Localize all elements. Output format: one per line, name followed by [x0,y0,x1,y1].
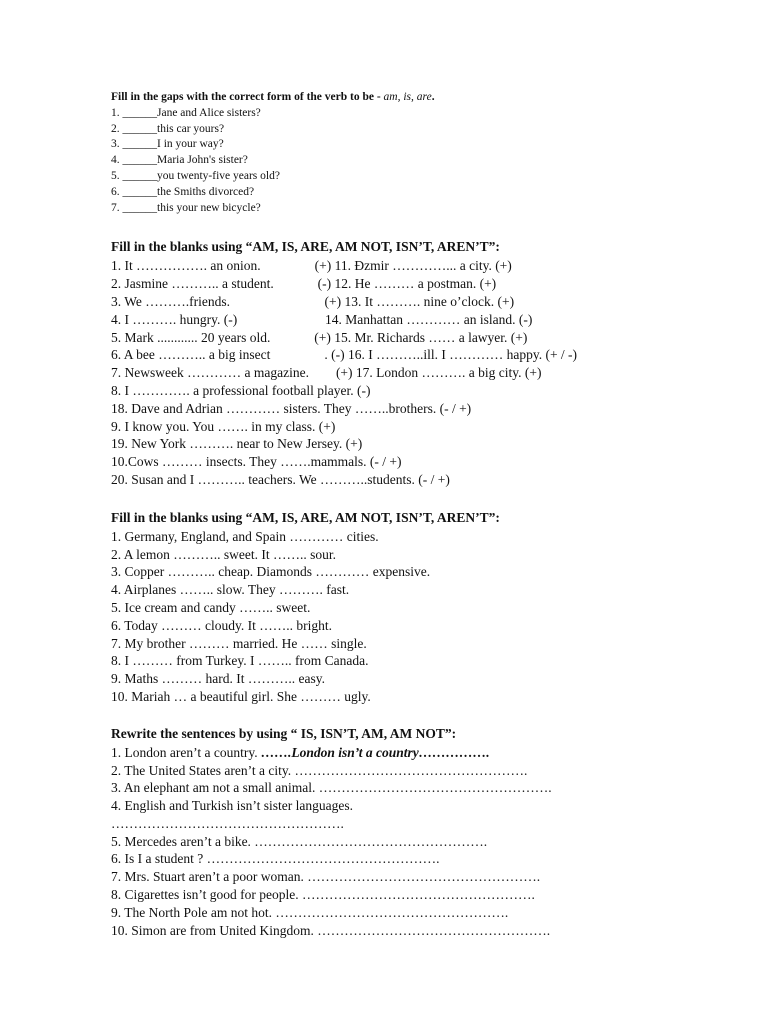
answer-line: ……………………………………………. [111,815,344,831]
list-item [111,744,711,762]
list-item: 1. It ……………. an onion. (+) 11. Đzmir …………... a city. (+) [111,258,512,274]
list-item: 3. Copper ……….. cheap. Diamonds ………… expensive. [111,564,431,580]
list-item: 2. ______this car yours? [111,122,225,135]
section-fill-blanks-1 [111,238,711,488]
section-rewrite-sentences [111,725,711,940]
section-fill-blanks-2 [111,509,711,706]
list-item: 8. I …………. a professional football player. (-) [111,382,371,398]
section1-heading-text: Fill in the gaps with the correct form of the verb to be - [111,91,384,103]
list-item: 4. ______Maria John's sister? [111,154,248,167]
list-item: 4. English and Turkish isn’t sister languages. [111,798,354,814]
section1-heading [111,90,711,106]
list-item: 5. Mercedes aren’t a bike. ……………………………………………. [111,833,488,849]
list-item: 2. A lemon ……….. sweet. It …….. sour. [111,546,336,562]
list-item: 6. A bee ……….. a big insect . (-) 16. I ………..ill. I ………… happy. (+ / -) [111,347,578,363]
list-item: 3. We ……….friends. (+) 13. It ………. nine o’clock. (+) [111,293,515,309]
list-item: 7. My brother ……… married. He …… single. [111,635,367,651]
list-item: 6. ______the Smiths divorced? [111,185,255,198]
list-item: 8. I ……… from Turkey. I …….. from Canada. [111,653,369,669]
section-verb-to-be-gaps [111,90,711,216]
list-item: 4. Airplanes …….. slow. They ………. fast. [111,582,350,598]
list-item: 18. Dave and Adrian ………… sisters. They ……..brothers. (- / +) [111,400,472,416]
list-item: 8. Cigarettes isn’t good for people. ……………………………………………. [111,887,535,903]
list-item: 5. ______you twenty-five years old? [111,169,280,182]
section4-heading: Rewrite the sentences by using “ IS, ISN’T, AM, AM NOT”: [111,725,457,741]
list-item: 2. Jasmine ……….. a student. (-) 12. He ……… a postman. (+) [111,276,497,292]
list-item: 9. Maths ……… hard. It ……….. easy. [111,671,325,687]
list-item: 20. Susan and I ……….. teachers. We ………..students. (- / +) [111,471,450,487]
list-item: 4. I ………. hungry. (-) 14. Manhattan ………… an island. (-) [111,311,533,327]
item1-example-answer: …….London isn’t a country……………. [260,744,490,760]
list-item: 7. Newsweek ………… a magazine. (+) 17. London ………. a big city. (+) [111,365,542,381]
item1-sentence: 1. London aren’t a country. [111,744,261,760]
section2-heading: Fill in the blanks using “AM, IS, ARE, AM NOT, ISN’T, AREN’T”: [111,239,500,255]
list-item: 9. The North Pole am not hot. ……………………………………………. [111,904,509,920]
section3-heading: Fill in the blanks using “AM, IS, ARE, AM NOT, ISN’T, AREN’T”: [111,509,500,525]
list-item: 9. I know you. You ……. in my class. (+) [111,418,336,434]
list-item: 2. The United States aren’t a city. ……………………………………………. [111,762,528,778]
list-item: 7. Mrs. Stuart aren’t a poor woman. ……………………………………………. [111,869,541,885]
worksheet-page [111,90,711,939]
list-item: 10. Mariah … a beautiful girl. She ……… ugly. [111,688,371,704]
list-item: 5. Ice cream and candy …….. sweet. [111,599,311,615]
list-item: 1. ______Jane and Alice sisters? [111,106,261,119]
list-item: 6. Today ……… cloudy. It …….. bright. [111,617,333,633]
list-item: 7. ______this your new bicycle? [111,201,261,214]
list-item: 3. ______I in your way? [111,138,224,151]
list-item: 10.Cows ……… insects. They …….mammals. (- / +) [111,454,402,470]
list-item: 10. Simon are from United Kingdom. ……………………………………………. [111,922,551,938]
list-item: 6. Is I a student ? ……………………………………………. [111,851,440,867]
list-item: 5. Mark ............ 20 years old. (+) 15. Mr. Richards …… a lawyer. (+) [111,329,528,345]
section1-heading-end: . [431,91,435,103]
section1-heading-verbs: am, is, are [383,91,432,103]
list-item: 3. An elephant am not a small animal. ……………………………………………. [111,780,552,796]
list-item: 1. Germany, England, and Spain ………… cities. [111,528,379,544]
list-item: 19. New York ………. near to New Jersey. (+) [111,436,363,452]
